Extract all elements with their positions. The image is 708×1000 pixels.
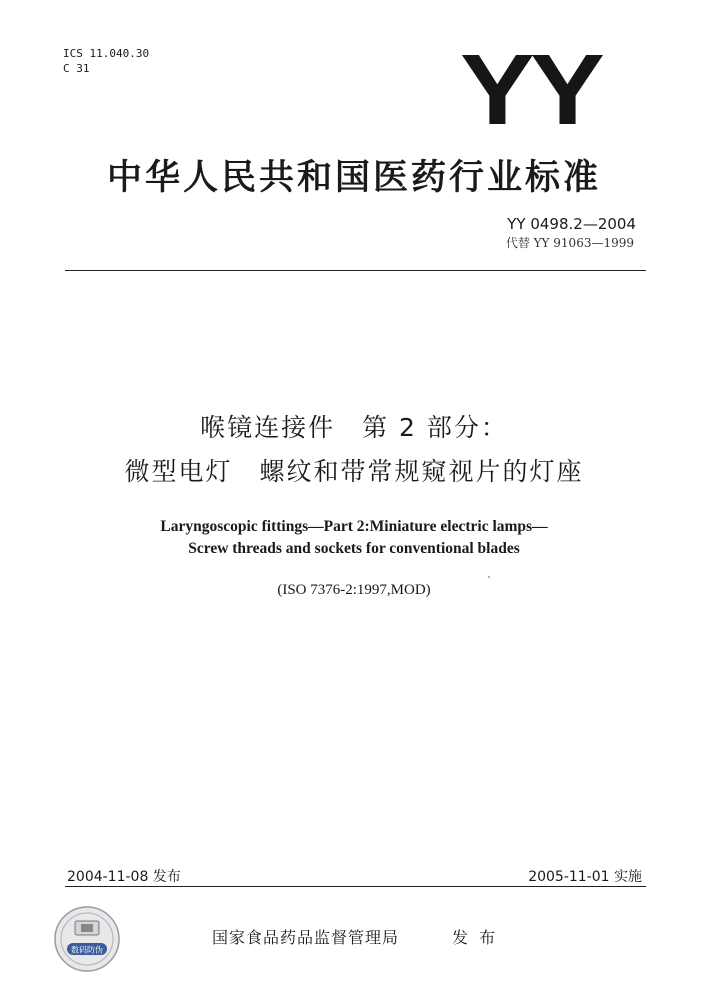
iso-reference: (ISO 7376-2:1997,MOD) [277, 582, 431, 598]
publish-date: 2004-11-08 发布 [67, 869, 181, 885]
top-divider [65, 270, 646, 271]
organization-title: 中华人民共和国医药行业标准 [106, 158, 601, 198]
classification-codes [63, 46, 149, 76]
seal-text: 数码防伪 [71, 945, 103, 955]
anti-counterfeit-seal-icon [53, 905, 121, 973]
title-en-line1: Laryngoscopic fittings—Part 2:Miniature electric lamps— [160, 518, 548, 535]
bottom-divider [65, 886, 646, 887]
issue-label: 发 布 [452, 928, 499, 947]
title-cn-line1: 喉镜连接件 第 2 部分： [200, 413, 508, 442]
implement-date: 2005-11-01 实施 [528, 869, 642, 885]
scan-speck [488, 576, 490, 578]
yy-logo: YY [459, 34, 600, 146]
standard-number: YY 0498.2—2004 [507, 215, 636, 233]
title-en-line2: Screw threads and sockets for conventional blades [188, 540, 520, 557]
issuing-authority: 国家食品药品监督管理局 [212, 928, 400, 947]
replaces-note: 代替 YY 91063—1999 [505, 236, 634, 250]
ics-code: ICS 11.040.30 [63, 47, 150, 60]
ccs-code: C 31 [63, 62, 90, 75]
title-cn-line2: 微型电灯 螺纹和带常规窥视片的灯座 [124, 457, 584, 486]
